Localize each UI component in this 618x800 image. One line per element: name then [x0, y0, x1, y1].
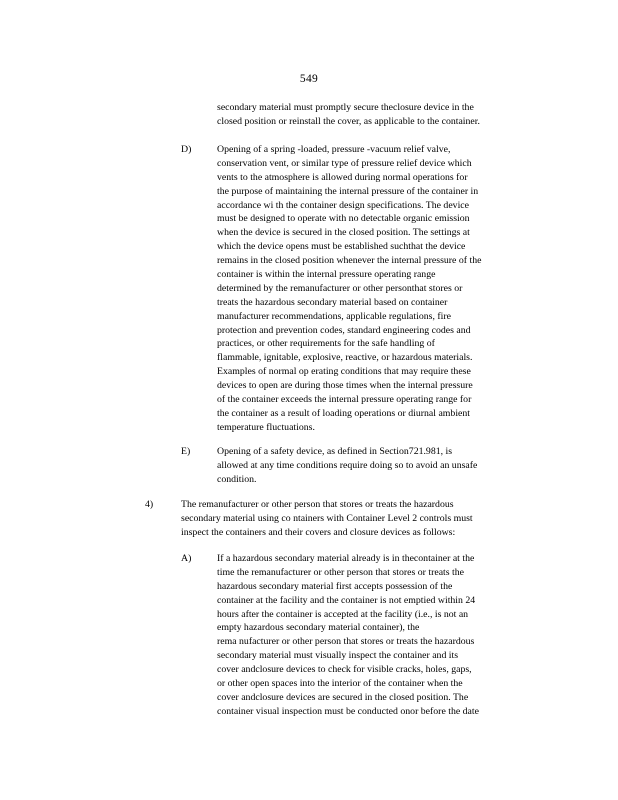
text-line: protection and prevention codes, standard engineering codes and — [217, 324, 471, 336]
text-line: The remanufacturer or other person that stores or treats the hazardous — [181, 499, 454, 510]
text-line: treats the hazardous secondary material based on container — [217, 296, 448, 308]
text-line: the container as a result of loading operations or diurnal ambient — [217, 407, 471, 419]
text-line: If a hazardous secondary material already is in thecontainer at the — [217, 553, 475, 564]
text-line: of the container exceeds the internal pressure operating range for — [217, 394, 472, 406]
text-line: container is within the internal pressure operating range — [217, 269, 436, 281]
page-number: 549 — [299, 73, 319, 85]
text-line: inspect the containers and their covers and closure devices as follows: — [181, 526, 456, 538]
text-line: conservation vent, or similar type of pressure relief device which — [217, 157, 472, 169]
text-line: empty hazardous secondary material container), the — [217, 622, 420, 634]
text-line: closed position or reinstall the cover, as applicable to the container. — [217, 115, 480, 127]
text-line: determined by the remanufacturer or other personthat stores or — [217, 282, 463, 294]
text-line: cover andclosure devices are secured in the closed position. The — [217, 691, 469, 703]
text-line: time the remanufacturer or other person that stores or treats the — [217, 566, 465, 578]
text-line: secondary material must promptly secure theclosure device in the — [217, 102, 474, 113]
text-line: Examples of normal op erating conditions that may require these — [217, 366, 471, 378]
text-line: cover andclosure devices to check for visible cracks, holes, gaps, — [217, 664, 472, 676]
text-line: when the device is secured in the closed position. The settings at — [217, 227, 470, 239]
text-line: temperature fluctuations. — [217, 421, 315, 433]
text-line: manufacturer recommendations, applicable regulations, fire — [217, 310, 451, 322]
text-line: allowed at any time conditions require doing so to avoid an unsafe — [217, 459, 478, 471]
item-d-marker: D) — [181, 144, 192, 155]
text-line: accordance wi th the container design specifications. The device — [217, 199, 469, 211]
text-line: practices, or other requirements for the safe handling of — [217, 338, 435, 350]
item-a-marker: A) — [181, 553, 192, 564]
text-line: Opening of a safety device, as defined in Section721.981, is — [217, 446, 453, 457]
item-e-marker: E) — [181, 446, 191, 457]
text-line: condition. — [217, 473, 257, 485]
text-line: or other open spaces into the interior of the container when the — [217, 678, 463, 690]
text-line: remains in the closed position whenever the internal pressure of the — [217, 255, 482, 267]
text-line: devices to open are during those times when the internal pressure — [217, 380, 473, 392]
text-line: the purpose of maintaining the internal pressure of the container in — [217, 185, 479, 197]
item-a-paragraph — [217, 552, 535, 719]
text-line: hazardous secondary material first accepts possession of the — [217, 580, 453, 592]
text-line: Opening of a spring -loaded, pressure -vacuum relief valve, — [217, 144, 451, 155]
continuation-paragraph — [217, 101, 535, 129]
item-d-paragraph — [217, 143, 543, 435]
item-4-paragraph — [181, 498, 535, 540]
text-line: which the device opens must be established suchthat the device — [217, 241, 466, 253]
text-line: vents to the atmosphere is allowed during normal operations for — [217, 171, 468, 183]
text-line: container at the facility and the container is not emptied within 24 — [217, 594, 476, 606]
text-line: rema nufacturer or other person that stores or treats the hazardous — [217, 636, 475, 648]
text-line: hours after the container is accepted at the facility (i.e., is not an — [217, 608, 469, 620]
text-line: container visual inspection must be conducted onor before the date — [217, 705, 479, 717]
text-line: secondary material must visually inspect the container and its — [217, 650, 459, 662]
text-line: must be designed to operate with no detectable organic emission — [217, 213, 470, 225]
text-line: secondary material using co ntainers with Container Level 2 controls must — [181, 512, 473, 524]
item-4-marker: 4) — [145, 499, 154, 510]
item-e-paragraph — [217, 445, 535, 487]
text-line: flammable, ignitable, explosive, reactive, or hazardous materials. — [217, 352, 473, 364]
